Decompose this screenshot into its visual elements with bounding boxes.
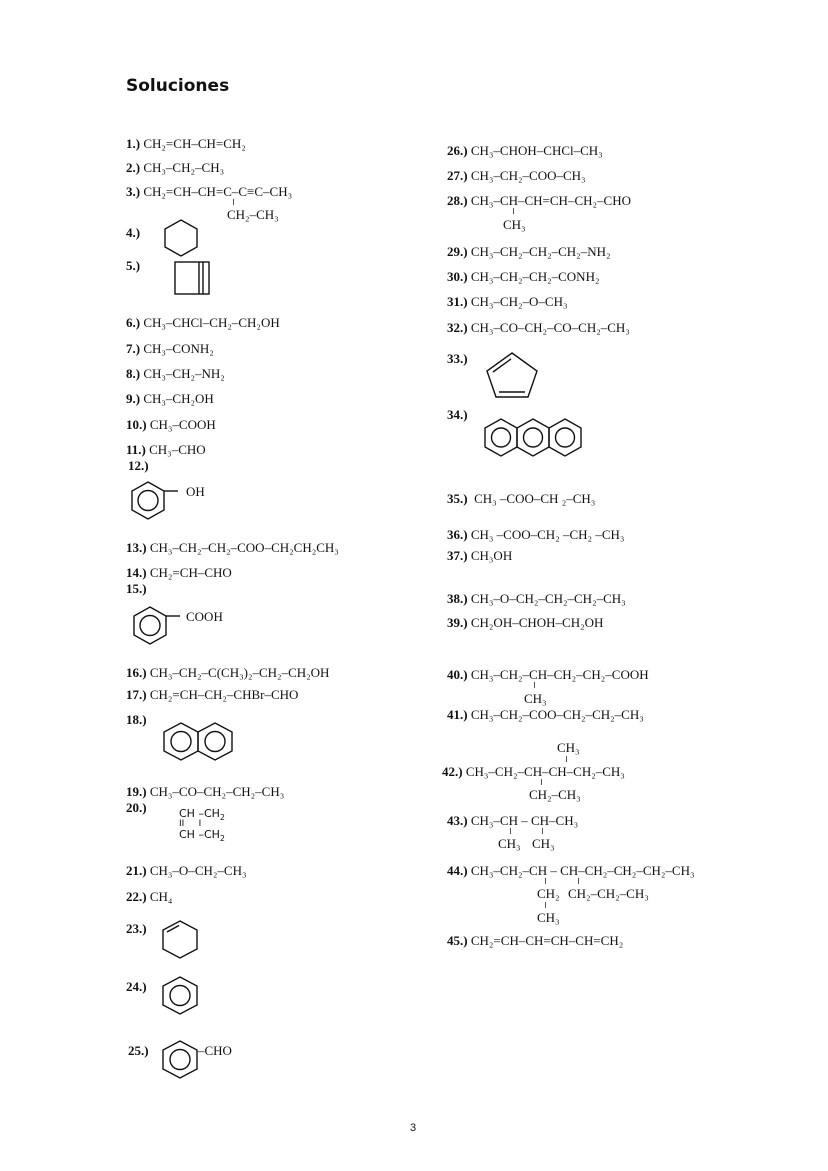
cyclobutene-line-1: CH $-CH_2$: [179, 807, 225, 823]
answer-14: 14.) CH₂=CH–CHO: [126, 565, 232, 580]
cyclohexane-structure: [162, 218, 200, 258]
answer-45: 45.) CH₂=CH–CH=CH–CH=CH₂: [447, 933, 624, 948]
answer-40: 40.) CH₃–CH₂–CH–CH₂–CH₂–COOH: [447, 667, 649, 682]
answer-33-number: 33.): [447, 351, 468, 366]
answer-25-number: 25.): [128, 1043, 149, 1058]
answer-7: 7.) CH₃–CONH₂: [126, 341, 214, 356]
answer-4-number: 4.): [126, 225, 141, 240]
answer-31: 31.) CH₃–CH₂–O–CH₃: [447, 294, 568, 309]
cyclobutene-line-2: CH $-CH_2$: [179, 828, 225, 844]
answer-5-number: 5.): [126, 258, 141, 273]
answer-41: 41.) CH₃–CH₂–COO–CH₂–CH₂–CH₃: [447, 707, 644, 722]
branch-bond: [233, 199, 234, 205]
answer-44: 44.) CH₃–CH₂–CH – CH–CH₂–CH₂–CH₂–CH₃: [447, 863, 695, 878]
page-title: Soluciones: [126, 76, 230, 96]
answer-1: 1.) CH₂=CH–CH=CH₂: [126, 136, 246, 151]
answer-30: 30.) CH₃–CH₂–CH₂–CONH₂: [447, 269, 600, 284]
answer-17: 17.) CH₂=CH–CH₂–CHBr–CHO: [126, 687, 299, 702]
branch-bond: [541, 779, 542, 785]
answer-24-number: 24.): [126, 979, 147, 994]
answer-12-number: 12.): [128, 458, 149, 473]
answer-44-branch-2: CH₂–CH₂–CH₃: [568, 886, 649, 901]
anthracene-structure: [482, 416, 592, 462]
answer-43-branch-1: CH₃: [498, 836, 521, 851]
answer-26: 26.) CH₃–CHOH–CHCl–CH₃: [447, 143, 603, 158]
branch-bond: [566, 756, 567, 762]
branch-bond: [534, 682, 535, 688]
branch-bond: [510, 828, 511, 834]
naphthalene-structure: [160, 720, 242, 764]
cyclobutene-bonds: II I: [179, 819, 202, 829]
hydroxyl-label: OH: [186, 484, 205, 499]
answer-21: 21.) CH₃–O–CH₂–CH₃: [126, 863, 247, 878]
answer-42: 42.) CH₃–CH₂–CH–CH–CH₂–CH₃: [442, 764, 625, 779]
answer-44-branch-1: CH₂: [537, 886, 560, 901]
answer-38: 38.) CH₃–O–CH₂–CH₂–CH₂–CH₃: [447, 591, 626, 606]
answer-42-branch-bottom: CH₂–CH₃: [529, 787, 581, 802]
page-number: 3: [410, 1122, 417, 1134]
branch-bond: [542, 828, 543, 834]
answer-43-branch-2: CH₃: [532, 836, 555, 851]
branch-bond: [545, 878, 546, 884]
answer-20-number: 20.): [126, 800, 147, 815]
answer-3: 3.) CH₂=CH–CH=C–C≡C–CH₃: [126, 184, 293, 199]
answer-16: 16.) CH₃–CH₂–C(CH₃)₂–CH₂–CH₂OH: [126, 665, 330, 680]
answer-34-number: 34.): [447, 407, 468, 422]
answer-19: 19.) CH₃–CO–CH₂–CH₂–CH₃: [126, 784, 285, 799]
answer-15-number: 15.): [126, 581, 147, 596]
answer-28: 28.) CH₃–CH–CH=CH–CH₂–CHO: [447, 193, 631, 208]
phenol-structure: [128, 478, 180, 526]
answer-44-branch-3: CH₃: [537, 910, 560, 925]
answer-37: 37.) CH₃OH: [447, 548, 513, 563]
aldehyde-label: –CHO: [198, 1043, 232, 1058]
answer-2: 2.) CH₃–CH₂–CH₃: [126, 160, 225, 175]
answer-39: 39.) CH₂OH–CHOH–CH₂OH: [447, 615, 604, 630]
bicyclic-alkyne-structure: [172, 260, 212, 296]
answer-22: 22.) CH₄: [126, 889, 173, 904]
cyclopentadiene-structure: [484, 350, 540, 400]
answer-8: 8.) CH₃–CH₂–NH₂: [126, 366, 225, 381]
answer-11: 11.) CH₃–CHO: [126, 442, 206, 457]
answer-6: 6.) CH₃–CHCl–CH₂–CH₂OH: [126, 315, 280, 330]
answer-36: 36.) CH₃ –COO–CH₂ –CH₂ –CH₃: [447, 527, 625, 542]
answer-9: 9.) CH₃–CH₂OH: [126, 391, 214, 406]
answer-10: 10.) CH₃–COOH: [126, 417, 216, 432]
answer-43: 43.) CH₃–CH – CH–CH₃: [447, 813, 579, 828]
answer-18-number: 18.): [126, 712, 147, 727]
answer-29: 29.) CH₃–CH₂–CH₂–CH₂–NH₂: [447, 244, 611, 259]
answer-27: 27.) CH₃–CH₂–COO–CH₃: [447, 168, 586, 183]
answer-28-branch: CH₃: [503, 217, 526, 232]
benzene-structure: [160, 974, 200, 1018]
answer-23-number: 23.): [126, 921, 147, 936]
answer-32: 32.) CH₃–CO–CH₂–CO–CH₂–CH₃: [447, 320, 630, 335]
answer-40-branch: CH₃: [524, 691, 547, 706]
answer-42-branch-top: CH₃: [557, 740, 580, 755]
branch-bond: [545, 902, 546, 908]
answer-35: 35.) CH₃ –COO–CH ₂–CH₃: [447, 491, 596, 506]
branch-bond: [513, 208, 514, 214]
benzoic-acid-structure: [128, 603, 182, 651]
branch-bond: [578, 878, 579, 884]
answer-3-branch: CH₂–CH₃: [227, 207, 279, 222]
cyclohexene-structure: [160, 918, 200, 962]
answer-13: 13.) CH₃–CH₂–CH₂–COO–CH₂CH₂CH₃: [126, 540, 339, 555]
carboxyl-label: COOH: [186, 609, 223, 624]
